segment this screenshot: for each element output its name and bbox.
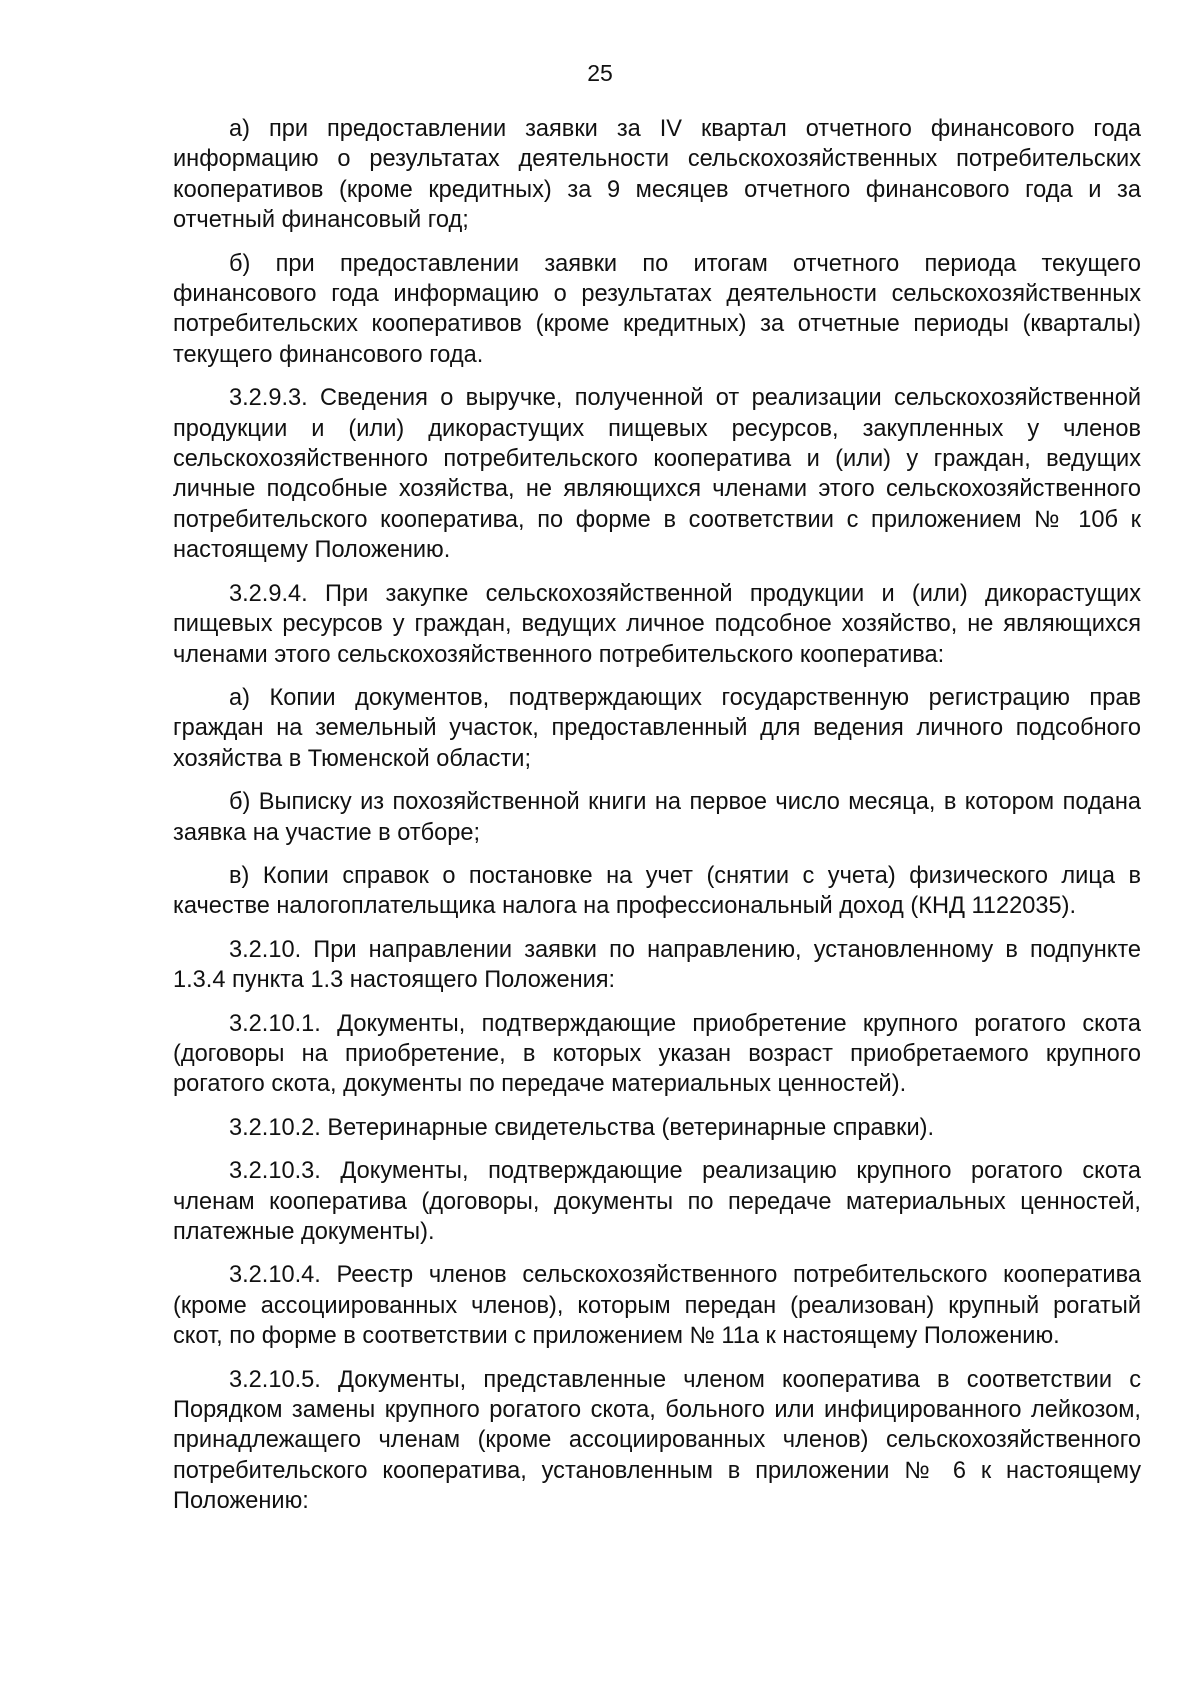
document-body (173, 114, 1141, 1530)
paragraph-v-tax-certificates: в) Копии справок о постановке на учет (снятии с учета) физического лица в качестве налогоплательщика налога на профессиональный доход (КНД 1122035). (173, 862, 1141, 920)
paragraph-3-2-9-3: 3.2.9.3. Сведения о выручке, полученной от реализации сельскохозяйственной продукции и (или) дикорастущих пищевых ресурсов, закупленных у членов сельскохозяйственного потребительского кооператива и (или) у граждан, ведущих личные подсобные хозяйства, не являющихся членами этого сельскохозяйственного потребительского кооператива, по форме в соответствии с приложением № 10б к настоящему Положению. (173, 385, 1141, 564)
paragraph-a-q4: а) при предоставлении заявки за IV квартал отчетного финансового года информацию о результатах деятельности сельскохозяйственных потребительских кооперативов (кроме кредитных) за 9 месяцев отчетного финансового года и за отчетный финансовый год; (173, 116, 1141, 234)
paragraph-b-household-book: б) Выписку из похозяйственной книги на первое число месяца, в котором подана заявка на участие в отборе; (173, 789, 1141, 846)
paragraph-3-2-10-5: 3.2.10.5. Документы, представленные членом кооператива в соответствии с Порядком замены крупного рогатого скота, больного или инфицированного лейкозом, принадлежащего членам (кроме ассоциированных членов) сельскохозяйственного потребительского кооператива, установленным в приложении № 6 к настоящему Положению: (173, 1366, 1141, 1515)
paragraph-b-period: б) при предоставлении заявки по итогам отчетного периода текущего финансового года информацию о результатах деятельности сельскохозяйственных потребительских кооперативов (кроме кредитных) за отчетные периоды (кварталы) текущего финансового года. (173, 250, 1141, 368)
paragraph-3-2-9-4: 3.2.9.4. При закупке сельскохозяйственной продукции и (или) дикорастущих пищевых ресурсов у граждан, ведущих личное подсобное хозяйство, не являющихся членами этого сельскохозяйственного потребительского кооператива: (173, 580, 1141, 668)
page-number: 25 (587, 60, 613, 86)
paragraph-3-2-10-4: 3.2.10.4. Реестр членов сельскохозяйственного потребительского кооператива (кроме ассоциированных членов), которым передан (реализован) крупный рогатый скот, по форме в соответствии с приложением № 11а к настоящему Положению. (173, 1262, 1141, 1350)
paragraph-3-2-10-3: 3.2.10.3. Документы, подтверждающие реализацию крупного рогатого скота членам кооператива (договоры, документы по передаче материальных ценностей, платежные документы). (173, 1158, 1141, 1245)
paragraph-3-2-10: 3.2.10. При направлении заявки по направлению, установленному в подпункте 1.3.4 пункта 1.3 настоящего Положения: (173, 936, 1141, 994)
paragraph-3-2-10-1: 3.2.10.1. Документы, подтверждающие приобретение крупного рогатого скота (договоры на приобретение, в которых указан возраст приобретаемого крупного рогатого скота, документы по передаче материальных ценностей). (173, 1010, 1141, 1098)
paragraph-a-land-docs: а) Копии документов, подтверждающих государственную регистрацию прав граждан на земельный участок, предоставленный для ведения личного подсобного хозяйства в Тюменской области; (173, 684, 1141, 772)
paragraph-3-2-10-2: 3.2.10.2. Ветеринарные свидетельства (ветеринарные справки). (229, 1114, 935, 1141)
